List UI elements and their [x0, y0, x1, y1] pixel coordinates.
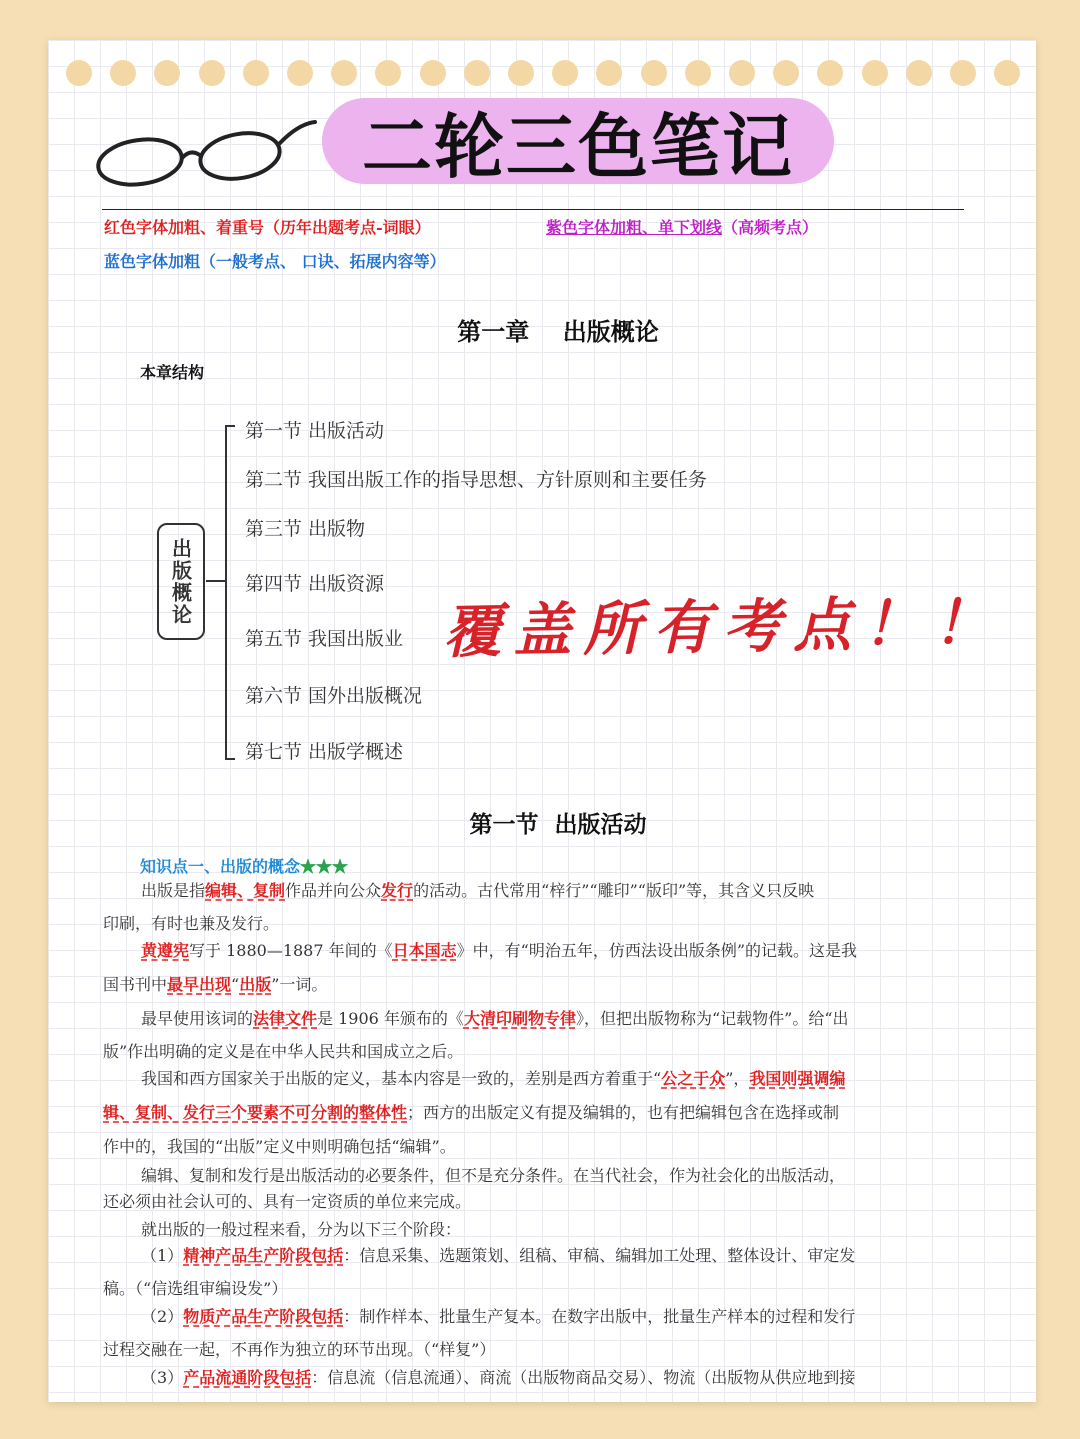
body-text: “ — [231, 975, 240, 994]
binder-hole — [420, 60, 446, 86]
body-line — [141, 936, 857, 966]
body-text: 作品并向公众 — [285, 881, 382, 900]
structure-label: 本章结构 — [140, 363, 205, 382]
emphasis-text: 物质产品生产阶段包括 — [183, 1307, 344, 1326]
notebook-page — [48, 40, 1036, 1402]
structure-section: 第七节 出版学概述 — [245, 741, 404, 763]
structure-section: 第四节 出版资源 — [245, 573, 385, 595]
emphasis-text: 日本国志 — [392, 941, 457, 960]
body-line — [141, 1064, 845, 1094]
body-text: 过程交融在一起，不再作为独立的环节出现。（“样复”） — [103, 1340, 496, 1359]
body-text: 》，但把出版物称为“记载物件”。给“出 — [575, 1009, 849, 1028]
legend-purple — [546, 215, 818, 238]
body-text: 就出版的一般过程来看，分为以下三个阶段： — [141, 1220, 462, 1239]
structure-section: 第六节 国外出版概况 — [245, 685, 423, 707]
emphasis-text: 辑、复制、发行三个要素不可分割的整体性 — [103, 1103, 408, 1122]
body-line — [103, 970, 327, 1000]
binder-hole — [508, 60, 534, 86]
body-text: 编辑、复制和发行是出版活动的必要条件，但不是充分条件。在当代社会，作为社会化的出版活动， — [141, 1166, 846, 1185]
bracket-top — [225, 425, 235, 427]
binder-hole — [729, 60, 755, 86]
body-line — [103, 1335, 495, 1365]
body-line — [141, 1302, 855, 1332]
structure-section: 第一节 出版活动 — [245, 420, 385, 442]
bracket-connector — [206, 580, 225, 582]
overlay-handwriting: 覆盖所有考点！！ — [442, 588, 1004, 666]
emphasis-text: 法律文件 — [253, 1009, 318, 1028]
knowledge-point-heading — [140, 854, 348, 877]
binder-hole — [464, 60, 490, 86]
body-text: ：信息采集、选题策划、组稿、审稿、编辑加工处理、整体设计、审定发 — [343, 1246, 856, 1265]
body-line — [141, 1363, 855, 1393]
body-text: ”， — [725, 1069, 750, 1088]
body-text: 印刷，有时也兼及发行。 — [103, 914, 280, 933]
chapter-title: 第一章 出版概论 — [457, 317, 659, 346]
binder-hole — [862, 60, 888, 86]
emphasis-text: 精神产品生产阶段包括 — [183, 1246, 344, 1265]
binder-hole — [66, 60, 92, 86]
structure-section: 第三节 出版物 — [245, 518, 366, 540]
binder-hole — [641, 60, 667, 86]
binder-hole — [552, 60, 578, 86]
binder-hole — [331, 60, 357, 86]
binder-hole — [685, 60, 711, 86]
body-text: 作中的，我国的“出版”定义中则明确包括“编辑”。 — [103, 1137, 456, 1156]
emphasis-text: 我国则强调编 — [749, 1069, 846, 1088]
body-text: ；西方的出版定义有提及编辑的，也有把编辑包含在选择或制 — [407, 1103, 840, 1122]
knowledge-point-label: 知识点一、出版的概念 — [140, 857, 301, 876]
emphasis-text: 产品流通阶段包括 — [183, 1368, 312, 1387]
structure-section: 第五节 我国出版业 — [245, 628, 404, 650]
binder-hole — [994, 60, 1020, 86]
body-text: 》中，有“明治五年，仿西法设出版条例”的记载。这是我 — [456, 941, 858, 960]
page-title: 二轮三色笔记 — [362, 105, 794, 188]
body-text: ：信息流（信息流通）、商流（出版物商品交易）、物流（出版物从供应地到接 — [311, 1368, 856, 1387]
body-text: （1） — [141, 1246, 184, 1265]
bracket-line — [225, 425, 227, 760]
body-text: 出版是指 — [141, 881, 206, 900]
binder-hole — [375, 60, 401, 86]
body-text: ”一词。 — [271, 975, 328, 994]
body-text: 还必须由社会认可的、具有一定资质的单位来完成。 — [103, 1192, 472, 1211]
structure-root: 出版概论 — [157, 523, 205, 640]
legend-blue: 蓝色字体加粗（一般考点、 口诀、拓展内容等） — [104, 252, 446, 271]
body-line — [141, 876, 814, 906]
star-rating: ★★★ — [300, 857, 349, 876]
body-text: 最早使用该词的 — [141, 1009, 254, 1028]
body-line — [103, 1037, 463, 1067]
emphasis-text: 最早出现 — [167, 975, 232, 994]
binder-hole — [596, 60, 622, 86]
legend-red: 红色字体加粗、着重号（历年出题考点-词眼） — [104, 218, 431, 237]
body-text: 写于 1880—1887 年间的《 — [189, 941, 393, 960]
body-line — [103, 909, 279, 939]
body-line — [103, 1274, 287, 1304]
emphasis-text: 黄遵宪 — [141, 941, 190, 960]
legend-purple-main: 紫色字体加粗、单下划线 — [546, 218, 723, 237]
header-divider — [102, 209, 964, 210]
body-text: 国书刊中 — [103, 975, 168, 994]
body-line — [141, 1004, 849, 1034]
glasses-icon — [93, 78, 323, 198]
emphasis-text: 出版 — [239, 975, 272, 994]
structure-section: 第二节 我国出版工作的指导思想、方针原则和主要任务 — [245, 469, 708, 491]
legend-purple-note: （高频考点） — [722, 218, 819, 237]
section-title: 第一节 出版活动 — [469, 811, 647, 838]
binder-hole — [950, 60, 976, 86]
body-text: 稿。（“信选组审编设发”） — [103, 1279, 288, 1298]
body-text: （2） — [141, 1307, 184, 1326]
title-banner — [322, 98, 834, 188]
emphasis-text: 公之于众 — [661, 1069, 726, 1088]
emphasis-text: 发行 — [381, 881, 414, 900]
emphasis-text: 大清印刷物专律 — [463, 1009, 576, 1028]
body-text: 是 1906 年颁布的《 — [317, 1009, 464, 1028]
body-line — [141, 1241, 855, 1271]
body-line — [103, 1187, 471, 1217]
body-text: 的活动。古代常用“梓行”“雕印”“版印”等，其含义只反映 — [413, 881, 815, 900]
binder-hole — [817, 60, 843, 86]
bracket-bottom — [225, 758, 235, 760]
body-text: 我国和西方国家关于出版的定义，基本内容是一致的，差别是西方着重于“ — [141, 1069, 662, 1088]
binder-hole — [773, 60, 799, 86]
body-text: 版”作出明确的定义是在中华人民共和国成立之后。 — [103, 1042, 464, 1061]
body-line — [103, 1098, 839, 1128]
body-text: （3） — [141, 1368, 184, 1387]
body-text: ：制作样本、批量生产复本。在数字出版中，批量生产样本的过程和发行 — [343, 1307, 856, 1326]
binder-hole — [906, 60, 932, 86]
body-line — [103, 1132, 456, 1162]
emphasis-text: 编辑、复制 — [205, 881, 286, 900]
